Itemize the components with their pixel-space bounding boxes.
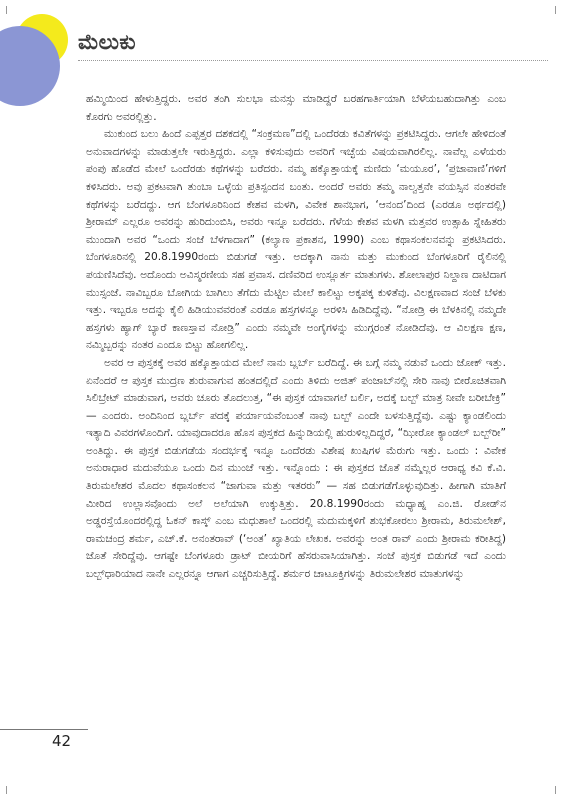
body-text <box>86 91 506 584</box>
crop-mark <box>6 786 7 794</box>
header-divider <box>78 60 548 61</box>
footer-divider <box>0 729 88 730</box>
decorative-circles <box>0 0 80 110</box>
crop-mark <box>555 786 556 794</box>
section-title: ಮೆಲುಕು <box>78 30 137 54</box>
crop-mark <box>6 6 7 14</box>
paragraph-1: ಹಮ್ಮಿಯಿಂದ ಹೇಳುತ್ತಿದ್ದರು. ಅವರ ತಂಗಿ ಸುಲಭಾ ಮನಸ್ಸು ಮಾಡಿದ್ದರೆ ಬರಹಗಾರ್ತಿಯಾಗಿ ಬೆಳೆಯಬಹುದಾಗಿತ್ತು ಎಂಬ ಕೊರಗು ಅವರಲ್ಲಿತ್ತು. <box>86 93 506 123</box>
crop-mark <box>555 6 556 14</box>
paragraph-3: ಅವರ ಆ ಪುಸ್ತಕಕ್ಕೆ ಅವರ ಹಕ್ಕೊತ್ತಾಯದ ಮೇಲೆ ನಾನು ಬ್ಲರ್ಬ್ ಬರೆದಿದ್ದೆ. ಈ ಬಗ್ಗೆ ನಮ್ಮ ನಡುವೆ ಒಂದು ಜೋಕ್ ಇತ್ತು. ಏನೆಂದರೆ ಆ ಪುಸ್ತಕ ಮುದ್ರಣ ಶುರುವಾಗುವ ಹಂತದಲ್ಲಿದೆ ಎಂದು ತಿಳಿದು ಅಜಿತ್ ಪಂಜಾಬ್‌ನಲ್ಲಿ ಸೇರಿ ನಾವು ಬೀರೊಚಿತವಾಗಿ ಸಿಲಿಬ್ರೇಟ್ ಮಾಡುವಾಗ, ಅವರು ಚೂರು ತೊದಲುತ್ತ, “ಈ ಪುಸ್ತಕ ಯಾವಾಗಲೆ ಬರ್ಲಿ, ಅದಕ್ಕೆ ಬಲ್ಬ್ ಮಾತ್ರ ನೀವೇ ಬರೀಬೇಕ್ರಿ” — ಎಂದರು. ಅಂದಿನಿಂದ ಬ್ಲರ್ಬ್ ಪದಕ್ಕೆ ಪರ್ಯಾಯವೆಂಬಂತೆ ನಾವು ಬಲ್ಬ್ ಎಂದೇ ಬಳಸುತ್ತಿದ್ದೆವು. ಎಷ್ಟು ಕ್ಯಾಂಡಲಿಂದು ಇತ್ಯಾದಿ ವಿವರಗಳೊಂದಿಗೆ. ಯಾವುದಾದರೂ ಹೊಸ ಪುಸ್ತಕದ ಹಿನ್ನುಡಿಯಲ್ಲಿ ಹುರುಳಿಲ್ಲದಿದ್ದರೆ, “ಝೀರೋ ಕ್ಯಾಂಡಲ್ ಬಲ್ಬ್‌ರೀ” ಅಂತಿದ್ದು. ಈ ಪುಸ್ತಕ ಬಿಡುಗಡೆಯ ಸಂದರ್ಭಕ್ಕೆ ಇನ್ನೂ ಒಂದೆರಡು ವಿಶೇಷ ಖುಷಿಗಳ ಮೆರುಗು ಇತ್ತು. ಒಂದು : ವಿವೇಕ ಅನುರಾಧಾರ ಮದುವೆಯೂ ಒಂದು ದಿನ ಮುಂಚೆ ಇತ್ತು. ಇನ್ನೊಂದು : ಈ ಪುಸ್ತಕದ ಜೊತೆ ನಮ್ಮೆಲ್ಲರ ಆರಾಧ್ಯ ಕವಿ ಕೆ.ವಿ. ತಿರುಮಲೇಶರ ಮೊದಲ ಕಥಾಸಂಕಲನ “ಜಾಗುವಾ ಮತ್ತು ಇತರರು” — ಸಹ ಬಿಡುಗಡೆಗೊಳ್ಳುವುದಿತ್ತು. ಹೀಗಾಗಿ ಮಾತಿಗೆ ಮೀರಿದ ಉಲ್ಲಾಸವೊಂದು ಅಲೆ ಅಲೆಯಾಗಿ ಉಕ್ಕುತ್ತಿತ್ತು. 20.8.1990ರಂದು ಮಧ್ಯಾಹ್ನ ಎಂ.ಜಿ. ರೋಡ್‌ನ ಅಡ್ಡರಸ್ತೆಯೊಂದರಲ್ಲಿದ್ದ ಓಕನ್ ಕಾಸ್ಕ್ ಎಂಬ ಮಧುಶಾಲೆ ಒಂದರಲ್ಲಿ ಮದುಮಕ್ಕಳಿಗೆ ಶುಭಕೋರಲು ಶ್ರೀರಾಮ, ತಿರುಮಲೇಶ್, ರಾಮಚಂದ್ರ ಶರ್ಮ, ಎಚ್.ಕೆ. ಅನಂತರಾವ್ (‘ಅಂತ’ ಖ್ಯಾತಿಯ ಲೇಖಕ. ಅವರನ್ನು ಅಂತ ರಾವ್ ಎಂದು ಶ್ರೀರಾಮ ಕರೀತಿದ್ದ) ಜೊತೆ ಸೇರಿದ್ದೆವು. ಆಗಷ್ಟೇ ಬೆಂಗಳೂರು ಡ್ರಾಟ್ ಬೀಯರಿಗೆ ಹೆಸರುವಾಸಿಯಾಗಿತ್ತು. ಸಂಜೆ ಪುಸ್ತಕ ಬಿಡುಗಡೆ ಇದೆ ಎಂದು ಬಲ್ಬ್‌ಧಾರಿಯಾದ ನಾನೇ ಎಲ್ಲರನ್ನೂ ಆಗಾಗ ಎಚ್ಚರಿಸುತ್ತಿದ್ದೆ. ಶರ್ಮರ ಚಾಟೂಕ್ತಿಗಳನ್ನು ತಿರುಮಲೇಶರ ಮಾತುಗಳನ್ನು <box>86 356 506 581</box>
paragraph-2: ಮುಕುಂದ ಬಲು ಹಿಂದೆ ಎಪ್ಪತ್ತರ ದಶಕದಲ್ಲಿ “ಸಂಕ್ರಮಣ”ದಲ್ಲಿ ಒಂದೆರಡು ಕವಿತೆಗಳನ್ನು ಪ್ರಕಟಿಸಿದ್ದರು. ಆಗಲೇ ಹೇಳಿದಂತೆ ಅನುವಾದಗಳನ್ನು ಮಾಡುತ್ತಲೇ ಇರುತ್ತಿದ್ದರು. ಎಲ್ಲಾ ಕಳಿಸುವುದು ಅವರಿಗೆ ಇಚ್ಛೆಯ ವಿಷಯವಾಗಿರಲಿಲ್ಲ. ನಾವೆಲ್ಲ ಎಳೆಯರು ಪಂಪು ಹೊಡೆದ ಮೇಲೆ ಒಂದೆರಡು ಕಥೆಗಳನ್ನು ಬರೆದರು. ನಮ್ಮ ಹಕ್ಕೊತ್ತಾಯಕ್ಕೆ ಮಣಿದು ‘ಮಯೂರ’, ‘ಪ್ರಜಾವಾಣಿ’ಗಳಿಗೆ ಕಳಿಸಿದರು. ಅವು ಪ್ರಕಟವಾಗಿ ತುಂಬಾ ಒಳ್ಳೆಯ ಪ್ರತಿಸ್ಪಂದನ ಬಂತು. ಅಂದರೆ ಅವರು ತಮ್ಮ ನಾಲ್ವತ್ತನೇ ವಯಸ್ಸಿನ ನಂತರವೇ ಕಥೆಗಳನ್ನು ಬರೆದದ್ದು. ಆಗ ಬೆಂಗಳೂರಿನಿಂದ ಕೇಶವ ಮಳಗಿ, ವಿವೇಕ ಶಾನಭಾಗ, ‘ಆನಂದ’ದಿಂದ (ಎರಡೂ ಅರ್ಥದಲ್ಲಿ) ಶ್ರೀರಾಮ್ ಎಲ್ಲರೂ ಅವರನ್ನು ಹುರಿದುಂಬಿಸಿ, ಅವರು ಇನ್ನೂ ಬರೆದರು. ಗೆಳೆಯ ಕೇಶವ ಮಳಗಿ ಮತ್ತವರ ಉತ್ಸಾಹಿ ಸ್ನೇಹಿತರು ಮುಂದಾಗಿ ಅವರ “ಒಂದು ಸಂಜೆ ಬೆಳಗಾದಾಗ” (ಕಲ್ಯಾಣ ಪ್ರಕಾಶನ, 1990) ಎಂಬ ಕಥಾಸಂಕಲನವನ್ನು ಪ್ರಕಟಿಸಿದರು. ಬೆಂಗಳೂರಿನಲ್ಲಿ 20.8.1990ರಂದು ಬಿಡುಗಡೆ ಇತ್ತು. ಅದಕ್ಕಾಗಿ ನಾನು ಮತ್ತು ಮುಕುಂದ ಬೆಂಗಳೂರಿಗೆ ರೈಲಿನಲ್ಲಿ ಪಯಣಿಸಿದೆವು. ಅದೊಂದು ಅವಿಸ್ಮರಣೀಯ ಸಹ ಪ್ರವಾಸ. ದಣಿವರಿದ ಉಸ್ಲೂರ್ತ ಮಾತುಗಳು. ಶೋಲಾಪುರ ನಿಲ್ದಾಣ ದಾಟಿದಾಗ ಮುಸ್ಸಂಜೆ. ನಾವಿಬ್ಬರೂ ಬೋಗಿಯ ಬಾಗಿಲು ತೆಗೆದು ಮೆಟ್ಟಿಲ ಮೇಲೆ ಕಾಲಿಟ್ಟು ಅಕ್ಕಪಕ್ಕ ಕುಳಿತೆವು. ವಿಲಕ್ಷಣವಾದ ಸಂಜೆ ಬೆಳಕು ಇತ್ತು. ಇಬ್ಬರೂ ಅದನ್ನು ಕೈಲಿ ಹಿಡಿಯುವವರಂತೆ ಎರಡೂ ಹಸ್ತಗಳನ್ನೂ ಅರಳಿಸಿ ಹಿಡಿದಿದ್ದೆವು. “ನೋಡ್ರಿ ಈ ಬೆಳಕಿನಲ್ಲಿ ನಮ್ಮದೇ ಹಸ್ತಗಳು ಹ್ಯಾಗ್ ಬ್ಯಾರೆ ಕಾಣಸ್ತಾವ ನೋಡ್ರಿ” ಎಂದು ನಮ್ಮವೇ ಅಂಗೈಗಳನ್ನು ಮುಗ್ಗರಂತೆ ನೋಡಿದೆವು. ಆ ವಿಲಕ್ಷಣ ಕ್ಷಣ, ನಮ್ಮಿಬ್ಬರನ್ನು ನಂತರ ಎಂದೂ ಬಿಟ್ಟು ಹೋಗಲಿಲ್ಲ. <box>86 128 506 352</box>
page-number: 42 <box>52 732 72 750</box>
